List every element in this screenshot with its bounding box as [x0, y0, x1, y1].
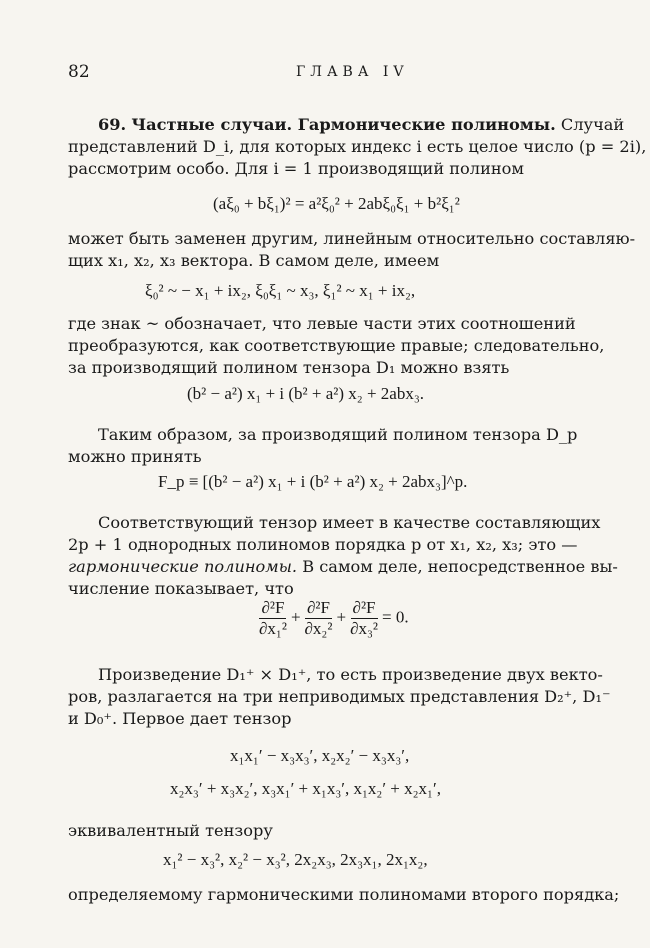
text-line: рассмотрим особо. Для i = 1 производящий полином — [68, 159, 525, 178]
text-line: Случай — [560, 115, 625, 134]
paragraph-5 — [68, 512, 618, 600]
text-line: определяемому гармоническими полиномами второго порядка; — [68, 885, 620, 904]
fraction: $\frac{\text{∂²F}}{\text{∂x₁²}}$ — [259, 598, 287, 638]
formula-6-line-1: x₁x₁′ − x₃x₃′, x₂x₂′ − x₃x₃′, — [230, 746, 410, 765]
text-line: представлений D_i, для которых индекс i есть целое число (p = 2i), — [68, 137, 647, 156]
text-line: Произведение D₁⁺ × D₁⁺, то есть произведение двух векто- — [98, 665, 603, 684]
paragraph-1 — [68, 114, 647, 180]
text-line: где знак ~ обозначает, что левые части этих соотношений — [68, 314, 576, 333]
section-number: 69. — [98, 115, 127, 134]
text-line: можно принять — [68, 447, 202, 466]
paragraph-7 — [68, 820, 613, 842]
text-line: Таким образом, за производящий полином тензора D_p — [98, 425, 578, 444]
chapter-title: ГЛАВА IV — [296, 64, 409, 80]
paragraph-8 — [68, 884, 620, 906]
paragraph-3 — [68, 313, 613, 379]
formula-4: F_p ≡ [(b² − a²) x₁ + i (b² + a²) x₂ + 2abx₃]^p. — [158, 472, 468, 491]
text-line: 2p + 1 однородных полиномов порядка p от x₁, x₂, x₃; это — — [68, 535, 578, 554]
fraction: $\frac{\text{∂²F}}{\text{∂x₂²}}$ — [304, 598, 333, 638]
text-line: числение показывает, что — [68, 579, 294, 598]
fraction: $\frac{\text{∂²F}}{\text{∂x₃²}}$ — [350, 598, 378, 638]
text-line: ров, разлагается на три неприводимых представления D₂⁺, D₁⁻ — [68, 687, 611, 706]
page-number: 82 — [68, 62, 90, 82]
section-heading: Частные случаи. Гармонические полиномы. — [131, 115, 556, 134]
page-header — [68, 62, 610, 86]
text-line: за производящий полином тензора D₁ можно взять — [68, 358, 510, 377]
italic-term: гармонические полиномы. — [68, 557, 298, 576]
text-line: может быть заменен другим, линейным относительно составляю- — [68, 229, 636, 248]
formula-2: ξ₀² ~ − x₁ + ix₂, ξ₀ξ₁ ~ x₃, ξ₁² ~ x₁ + ix₂, — [145, 281, 416, 300]
paragraph-2 — [68, 228, 636, 272]
formula-6-line-2: x₂x₃′ + x₃x₂′, x₃x₁′ + x₁x₃′, x₁x₂′ + x₂x₁′, — [170, 779, 441, 798]
formula-3: (b² − a²) x₁ + i (b² + a²) x₂ + 2abx₃. — [187, 384, 425, 403]
text-line: В самом деле, непосредственное вы- — [302, 557, 618, 576]
text-line: эквивалентный тензору — [68, 821, 273, 840]
formula-5-laplace: $\frac{\text{∂²F}}{\text{∂x₁²}}$ + $\frac{\text{∂²F}}{\text{∂x₂²}}$ + $\frac{\text{∂²F}}{\text{∂x₃²}}$ = 0. — [259, 598, 409, 638]
formula-1: (aξ₀ + bξ₁)² = a²ξ₀² + 2abξ₀ξ₁ + b²ξ₁² — [213, 194, 460, 213]
text-line: Соответствующий тензор имеет в качестве составляющих — [98, 513, 601, 532]
text-line: и D₀⁺. Первое дает тензор — [68, 709, 292, 728]
formula-7: x₁² − x₃², x₂² − x₃², 2x₂x₃, 2x₃x₁, 2x₁x₂, — [163, 850, 428, 869]
text-line: преобразуются, как соответствующие правые; следовательно, — [68, 336, 605, 355]
paragraph-4 — [68, 424, 613, 468]
text-line: щих x₁, x₂, x₃ вектора. В самом деле, имеем — [68, 251, 440, 270]
paragraph-6 — [68, 664, 613, 730]
